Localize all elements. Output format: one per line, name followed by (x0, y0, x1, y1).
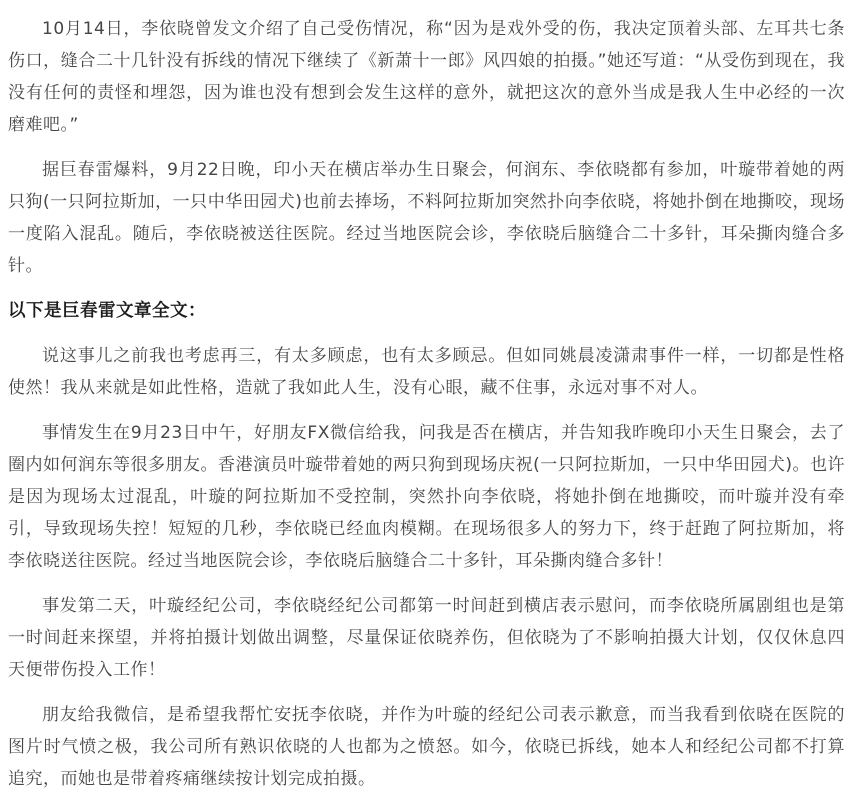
article-body (8, 13, 845, 795)
article-paragraph: 朋友给我微信，是希望我帮忙安抚李依晓，并作为叶璇的经纪公司表示歉意，而当我看到依晓在医院的图片时气愤之极，我公司所有熟识依晓的人也都为之愤怒。如今，依晓已拆线，她本人和经纪公司都不打算追究，而她也是带着疼痛继续按计划完成拍摄。 (8, 705, 845, 789)
article-paragraph: 事发第二天，叶璇经纪公司，李依晓经纪公司都第一时间赶到横店表示慰问，而李依晓所属剧组也是第一时间赶来探望，并将拍摄计划做出调整，尽量保证依晓养伤，但依晓为了不影响拍摄大计划，仅仅休息四天便带伤投入工作！ (8, 596, 845, 680)
article-paragraph: 事情发生在9月23日中午，好朋友FX微信给我，问我是否在横店，并告知我昨晚印小天生日聚会，去了圈内如何润东等很多朋友。香港演员叶璇带着她的两只狗到现场庆祝(一只阿拉斯加，一只中华田园犬)。也许是因为现场太过混乱，叶璇的阿拉斯加不受控制，突然扑向李依晓，将她扑倒在地撕咬，而叶璇并没有牵引，导致现场失控！短短的几秒，李依晓已经血肉模糊。在现场很多人的努力下，终于赶跑了阿拉斯加，将李依晓送往医院。经过当地医院会诊，李依晓后脑缝合二十多针，耳朵撕肉缝合多针！ (8, 423, 845, 571)
section-heading: 以下是巨春雷文章全文： (8, 301, 206, 321)
article-paragraph: 10月14日，李依晓曾发文介绍了自己受伤情况，称“因为是戏外受的伤，我决定顶着头部、左耳共七条伤口，缝合二十几针没有拆线的情况下继续了《新萧十一郎》风四娘的拍摄。”她还写道：“从受伤到现在，我没有任何的责怪和埋怨，因为谁也没有想到会发生这样的意外，就把这次的意外当成是我人生中必经的一次磨难吧。” (8, 19, 845, 135)
article-paragraph: 据巨春雷爆料，9月22日晚，印小天在横店举办生日聚会，何润东、李依晓都有参加，叶璇带着她的两只狗(一只阿拉斯加，一只中华田园犬)也前去捧场，不料阿拉斯加突然扑向李依晓，将她扑倒在地撕咬，现场一度陷入混乱。随后，李依晓被送往医院。经过当地医院会诊，李依晓后脑缝合二十多针，耳朵撕肉缝合多针。 (8, 160, 845, 276)
article-paragraph: 说这事儿之前我也考虑再三，有太多顾虑，也有太多顾忌。但如同姚晨凌潇肃事件一样，一切都是性格使然！我从来就是如此性格，造就了我如此人生，没有心眼，藏不住事，永远对事不对人。 (8, 346, 845, 398)
